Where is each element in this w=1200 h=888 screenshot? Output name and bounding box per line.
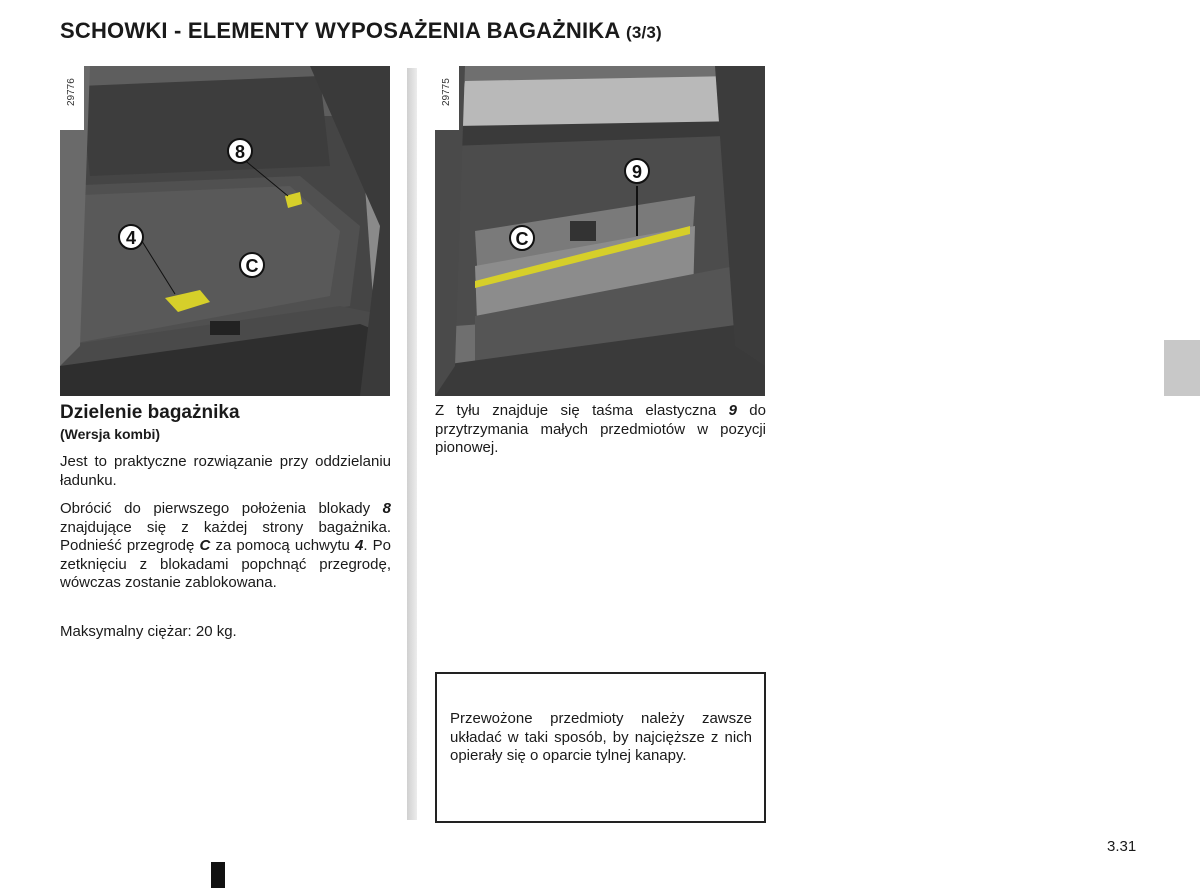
callout-8-label: 8 <box>234 142 246 162</box>
callout-c-label: C <box>515 229 529 249</box>
page-number: 3.31 <box>1107 838 1137 855</box>
crop-mark <box>211 862 225 888</box>
paragraph-intro: Jest to praktyczne rozwiązanie przy oddzielaniu ładunku. <box>60 453 391 489</box>
callouts-2 <box>435 66 765 396</box>
callout-9-label: 9 <box>631 162 643 182</box>
column-divider <box>407 68 417 820</box>
note-text: Przewożone przedmioty należy zawsze układać w taki sposób, by najcięższe z nich opierały się o oparcie tylnej kanapy. <box>450 710 752 764</box>
section-tab <box>1164 340 1200 396</box>
paragraph-strap: Z tyłu znajduje się taśma elastyczna 9 do przytrzymania małych przedmiotów w pozycji pionowej. <box>435 402 766 456</box>
callout-4-label: 4 <box>125 228 137 248</box>
page-title: SCHOWKI - ELEMENTY WYPOSAŻENIA BAGAŻNIKA (3/3) <box>60 18 662 43</box>
page-title-part: (3/3) <box>625 23 662 42</box>
note-box <box>435 672 766 823</box>
callout-c-label: C <box>245 256 259 276</box>
figure-code: 29776 <box>66 78 77 106</box>
callouts-1 <box>60 66 390 396</box>
section-subheading: (Wersja kombi) <box>60 426 161 442</box>
paragraph-max-weight: Maksymalny ciężar: 20 kg. <box>60 623 237 640</box>
figure-code: 29775 <box>441 78 452 106</box>
paragraph-instructions: Obrócić do pierwszego położenia blokady 8 znajdujące się z każdej strony bagażnika. Podnieść przegrodę C za pomocą uchwytu 4. Po zetknięciu z blokadami popchnąć przegrodę, wówczas zostanie zablokowana. <box>60 500 392 591</box>
section-heading: Dzielenie bagażnika <box>60 402 240 423</box>
